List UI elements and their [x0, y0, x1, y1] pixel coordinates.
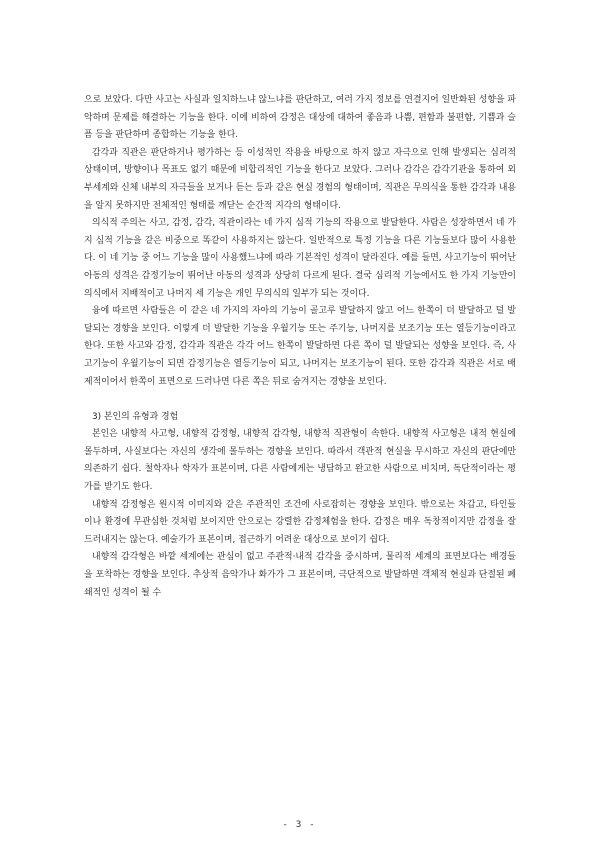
paragraph-introverted-sensation: 내향적 감각형은 바깥 세계에는 관심이 없고 주관적·내적 감각을 중시하며, 물리적 세계의 표면보다는 배경들을 포착하는 경향을 보인다. 추상적 음악가나 화가가 그 표본이며, 극단적으로 발달하면 객체적 현실과 단절된 폐쇄적인 성격이 될 수	[84, 552, 516, 598]
paragraph-sensation-intuition: 감각과 직관은 판단하거나 평가하는 등 이성적인 작용을 바탕으로 하지 않고 자극으로 인해 발생되는 심리적 상태이며, 방향이나 목표도 없기 때문에 비합리적인 기능을 한다고 보았다. 그러나 감각은 감각기관을 통하여 외부세계와 신체 내부의 자극들을 보거나 듣는 등과 같은 현실 경험의 형태이며, 직관은 무의식을 통한 감각과 내용을 알지 못하지만 전체적인 형태를 깨닫는 순간적 지각의 형태이다.	[84, 147, 516, 211]
section-heading: 3) 본인의 유형과 경험	[92, 411, 179, 422]
paragraph-jung-functions: 융에 따르면 사람들은 이 같은 네 가지의 자아의 기능이 골고루 발달하지 않고 어느 한쪽이 더 발달하고 덜 발달되는 경향을 보인다. 이렇게 더 발달한 기능을 우월기능 또는 주기능, 나머지를 보조기능 또는 열등기능이라고 한다. 또한 사고와 감정, 감각과 직관은 각각 어느 한쪽이 발달하면 다른 쪽이 덜 발달되는 성향을 보인다. 즉, 사고기능이 우월기능이 되면 감정기능은 열등기능이 되고, 나머지는 보조기능이 된다. 또한 감각과 직관은 서로 배제적이어서 한쪽이 표면으로 드러나면 다른 쪽은 뒤로 숨겨지는 경향을 보인다.	[84, 306, 516, 387]
paragraph-continuation: 으로 보았다. 다만 사고는 사실과 일치하느냐 않느냐를 판단하고, 여러 가지 정보를 연결지어 일반화된 성향을 파악하며 문제를 해결하는 기능을 한다. 이에 비하여 감정은 대상에 대하여 좋음과 나쁨, 편함과 불편함, 기쁨과 슬픔 등을 판단하며 종합하는 기능을 한다.	[84, 95, 516, 141]
document-body	[84, 92, 516, 602]
paragraph-conscious-attention: 의식적 주의는 사고, 감정, 감각, 직관이라는 네 가지 심적 기능의 작용으로 발달한다. 사람은 성장하면서 네 가지 심적 기능을 같은 비중으로 똑같이 사용하지는 않는다. 일반적으로 특정 기능을 다른 기능들보다 많이 사용한다. 이 네 기능 중 어느 기능을 많이 사용했느냐에 따라 기본적인 성격이 달라진다. 예를 들면, 사고기능이 뛰어난 아동의 성격은 감정기능이 뛰어난 아동의 성격과 상당히 다르게 된다. 결국 심리적 기능에서도 한 가지 기능만이 의식에서 지배적이고 나머지 세 기능은 개인 무의식의 일부가 되는 것이다.	[84, 218, 516, 299]
paragraph-introverted-feeling: 내향적 감정형은 원시적 이미지와 같은 주관적인 조건에 사로잡히는 경향을 보인다. 밖으로는 차갑고, 타인들이나 환경에 무관심한 것처럼 보이지만 안으로는 강렬한 감정체험을 한다. 감정은 매우 독창적이지만 감정을 잘 드러내지는 않는다. 예술가가 표본이며, 접근하기 어려운 대상으로 보이기 쉽다.	[84, 499, 516, 545]
paragraph-introverted-thinking: 본인은 내향적 사고형, 내향적 감정형, 내향적 감각형, 내향적 직관형이 속한다. 내향적 사고형은 내적 현실에 몰두하며, 사실보다는 자신의 생각에 몰두하는 경향을 보인다. 따라서 객관적 현실을 무시하고 자신의 판단에만 의존하기 쉽다. 철학자나 학자가 표본이며, 다른 사람에게는 냉담하고 완고한 사람으로 비치며, 독단적이라는 평가를 받기도 한다.	[84, 429, 516, 493]
page-number: - 3 -	[283, 820, 317, 830]
